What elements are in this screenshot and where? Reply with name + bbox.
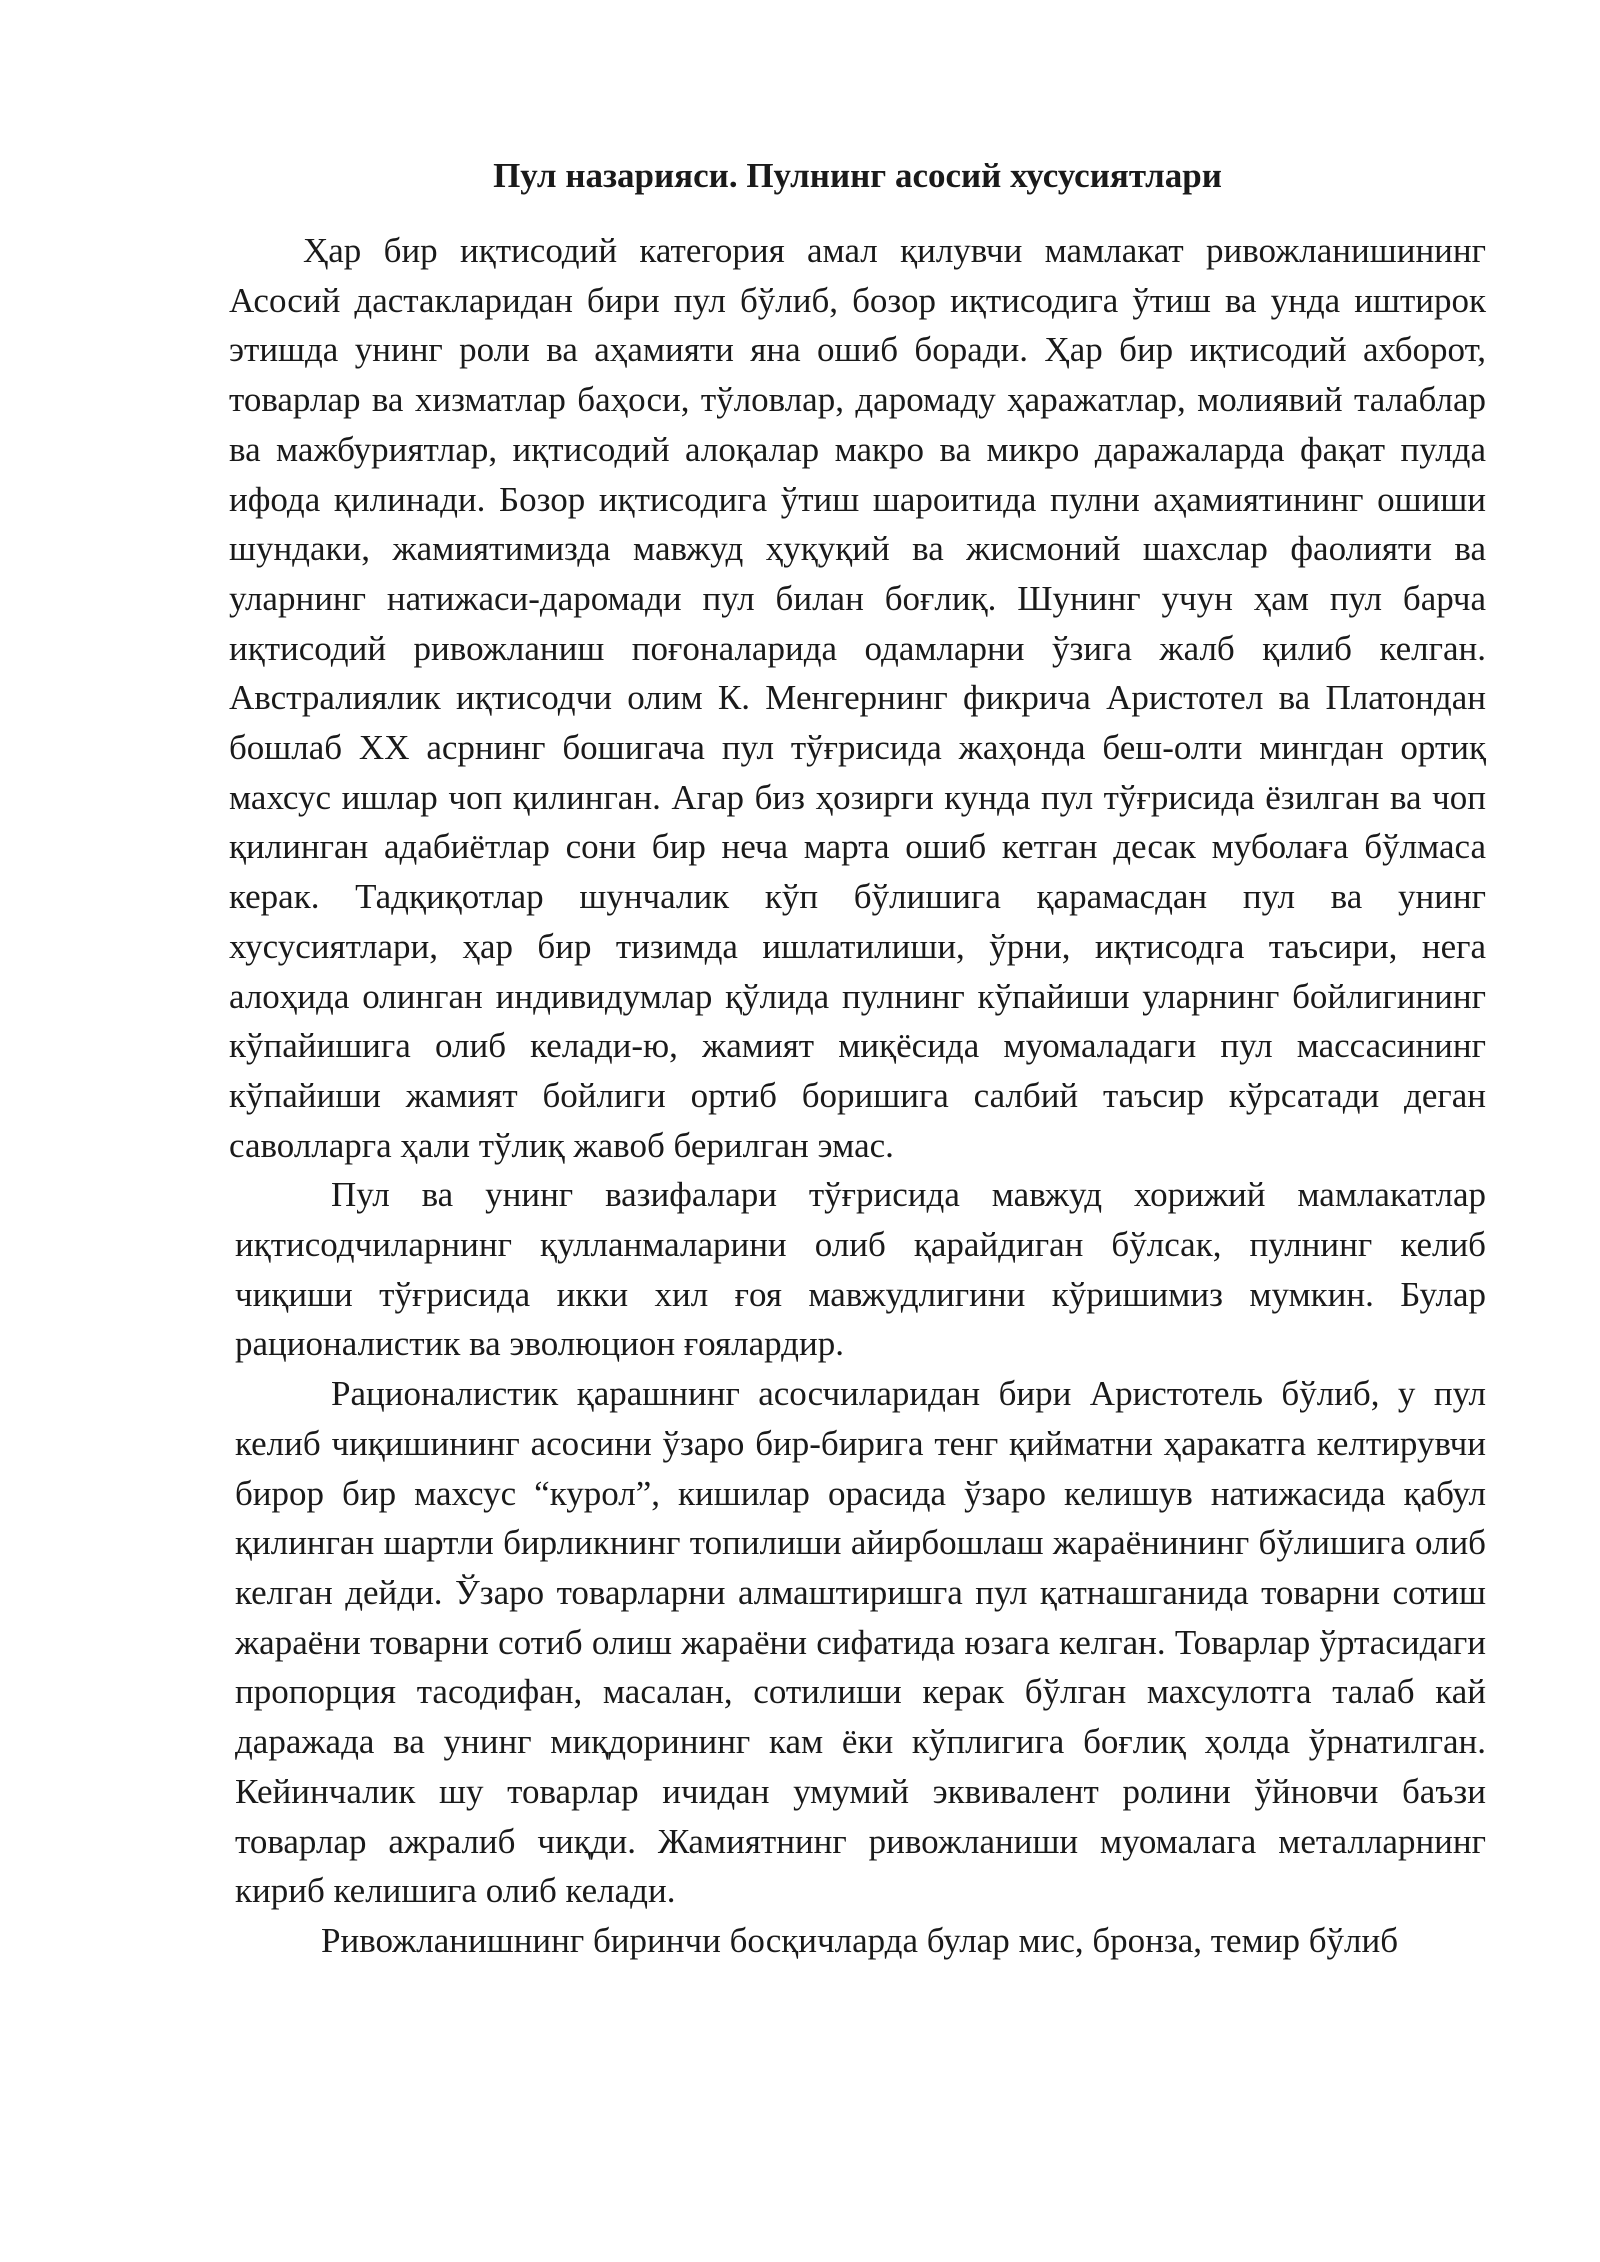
document-body — [229, 226, 1486, 1966]
paragraph: Пул ва унинг вазифалари тўғрисида мавжуд хорижий мамлакатлар иқтисодчиларнинг қулланмаларини олиб қарайдиган бўлсак, пулнинг келиб чиқиши тўғрисида икки хил ғоя мавжудлигини кўришимиз мумкин. Булар рационалистик ва эволюцион ғоялардир. — [235, 1175, 1486, 1364]
document-title: Пул назарияси. Пулнинг асосий хусусиятлари — [493, 156, 1222, 195]
paragraph: Ривожланишнинг биринчи босқичларда булар мис, бронза, темир бўлиб — [321, 1920, 1399, 1960]
paragraph: Ҳар бир иқтисодий категория амал қилувчи мамлакат ривожланишининг Асосий дастакларидан бири пул бўлиб, бозор иқтисодига ўтиш ва унда иштирок этишда унинг роли ва аҳамияти яна ошиб боради. Ҳар бир иқтисодий ахборот, товарлар ва хизматлар баҳоси, тўловлар, даромаду ҳаражатлар, молиявий талаблар ва мажбуриятлар, иқтисодий алоқалар макро ва микро даражаларда фақат пулда ифода қилинади. Бозор иқтисодига ўтиш шароитида пулни аҳамиятининг ошиши шундаки, жамиятимизда мавжуд ҳуқуқий ва жисмоний шахслар фаолияти ва уларнинг натижаси-даромади пул билан боғлиқ. Шунинг учун ҳам пул барча иқтисодий ривожланиш поғоналарида одамларни ўзига жалб қилиб келган. Австралиялик иқтисодчи олим К. Менгернинг фикрича Аристотел ва Платондан бошлаб XX асрнинг бошигача пул тўғрисида жаҳонда беш-олти мингдан ортиқ махсус ишлар чоп қилинган. Агар биз ҳозирги кунда пул тўғрисида ёзилган ва чоп қилинган адабиётлар сони бир неча марта ошиб кетган десак муболаға бўлмаса керак. Тадқиқотлар шунчалик кўп бўлишига қарамасдан пул ва унинг хусусиятлари, ҳар бир тизимда ишлатилиши, ўрни, иқтисодга таъсири, нега алоҳида олинган индивидумлар қўлида пулнинг кўпайиши уларнинг бойлигининг кўпайишига олиб келади-ю, жамият миқёсида муомаладаги пул массасининг кўпайиши жамият бойлиги ортиб боришига салбий таъсир кўрсатади деган саволларга ҳали тўлиқ жавоб берилган эмас. — [229, 231, 1486, 1165]
paragraph: Рационалистик қарашнинг асосчиларидан бири Аристотель бўлиб, у пул келиб чиқишининг асосини ўзаро бир-бирига тенг қийматни ҳаракатга келтирувчи бирор бир махсус “курол”, кишилар орасида ўзаро келишув натижасида қабул қилинган шартли бирликнинг топилиши айирбошлаш жараёнининг бўлишига олиб келган дейди. Ўзаро товарларни алмаштиришга пул қатнашганида товарни сотиш жараёни товарни сотиб олиш жараёни сифатида юзага келган. Товарлар ўртасидаги пропорция тасодифан, масалан, сотилиши керак бўлган махсулотга талаб кай даражада ва унинг миқдорининг кам ёки кўплигига боғлиқ ҳолда ўрнатилган. Кейинчалик шу товарлар ичидан умумий эквивалент ролини ўйновчи баъзи товарлар ажралиб чиқди. Жамиятнинг ривожланиши муомалага металларнинг кириб келишига олиб келади. — [235, 1374, 1486, 1911]
